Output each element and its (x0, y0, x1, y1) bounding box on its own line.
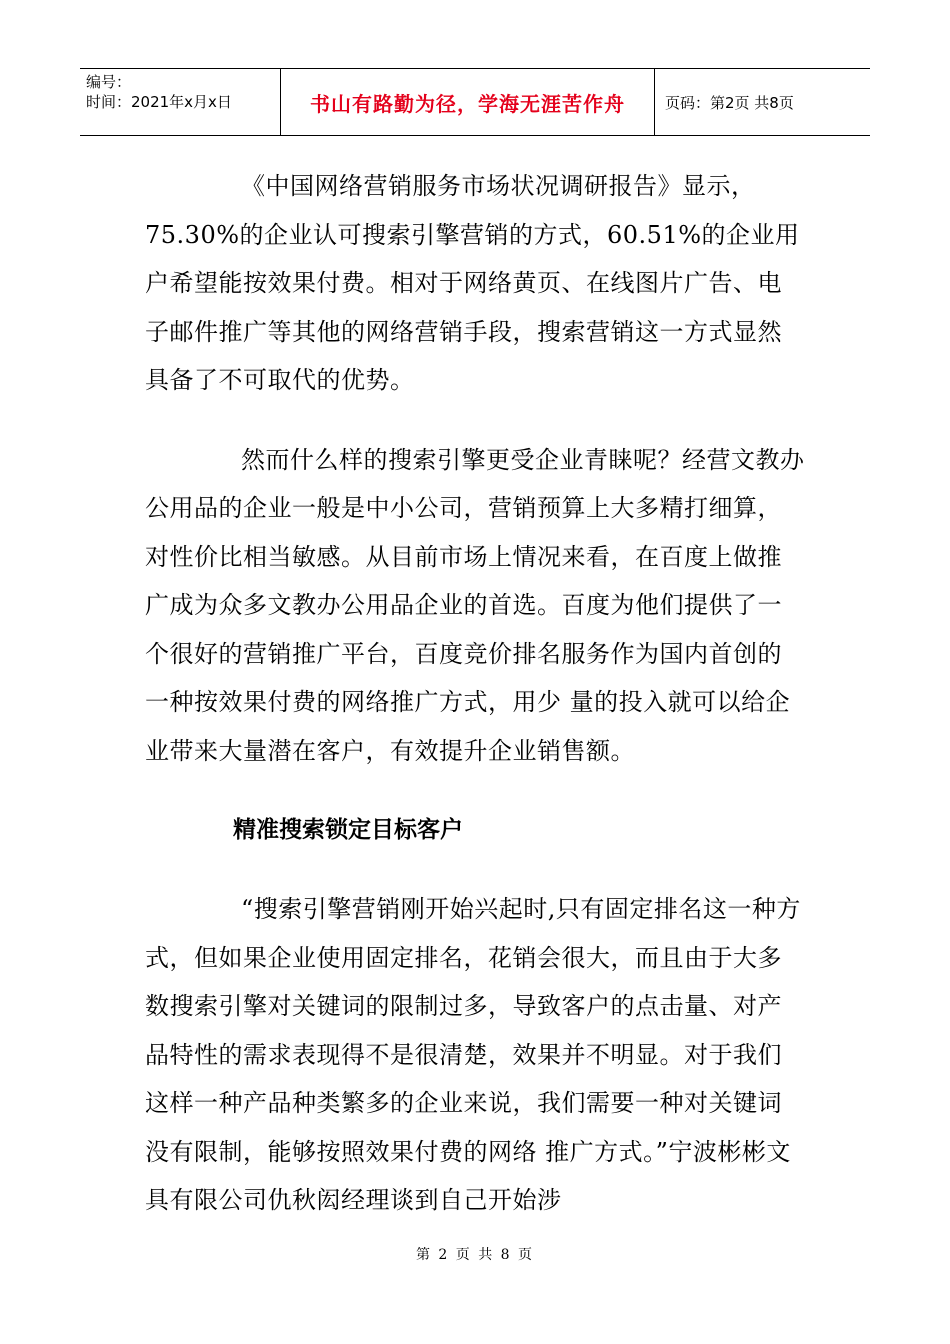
paragraph-gap (145, 775, 805, 806)
page-footer: 第 2 页 共 8 页 (415, 1247, 535, 1263)
paragraph-3: “搜索引擎营销刚开始兴起时,只有固定排名这一种方式，但如果企业使用固定排名，花销会很大，而且由于大多数搜索引擎对关键词的限制过多，导致客户的点击量、对产品特性的需求表现得不是很清楚，效果并不明显。对于我们这样一种产品种类繁多的企业来说，我们需要一种对关键词没有限制，能够按照效果付费的网络 推广方式。”宁波彬彬文具有限公司仇秋闳经理谈到自己开始涉 (145, 895, 801, 1214)
time-label: 时间：2021年x月x日 (86, 93, 232, 111)
page-header (80, 68, 870, 136)
header-meta (80, 69, 281, 135)
paragraph-gap (145, 854, 805, 885)
section-heading: 精准搜索锁定目标客户 (233, 817, 463, 843)
header-page-code: 页码：第2页 共8页 (665, 93, 794, 112)
paragraph-gap (145, 405, 805, 436)
paragraph-1: 《中国网络营销服务市场状况调研报告》显示，75.30%的企业认可搜索引擎营销的方式，60.51%的企业用户希望能按效果付费。相对于网络黄页、在线图片广告、电子邮件推广等其他的网络营销手段，搜索营销这一方式显然具备了不可取代的优势。 (145, 172, 800, 394)
header-motto: 书山有路勤为径，学海无涯苦作舟 (281, 69, 655, 135)
paragraph-2: 然而什么样的搜索引擎更受企业青睐呢？经营文教办公用品的企业一般是中小公司，营销预算上大多精打细算，对性价比相当敏感。从目前市场上情况来看，在百度上做推广成为众多文教办公用品企业的首选。百度为他们提供了一个很好的营销推广平台，百度竞价排名服务作为国内首创的一种按效果付费的网络推广方式，用少 量的投入就可以给企业带来大量潜在客户，有效提升企业销售额。 (145, 445, 805, 765)
document-body (145, 162, 805, 1225)
serial-label: 编号： (86, 73, 132, 91)
